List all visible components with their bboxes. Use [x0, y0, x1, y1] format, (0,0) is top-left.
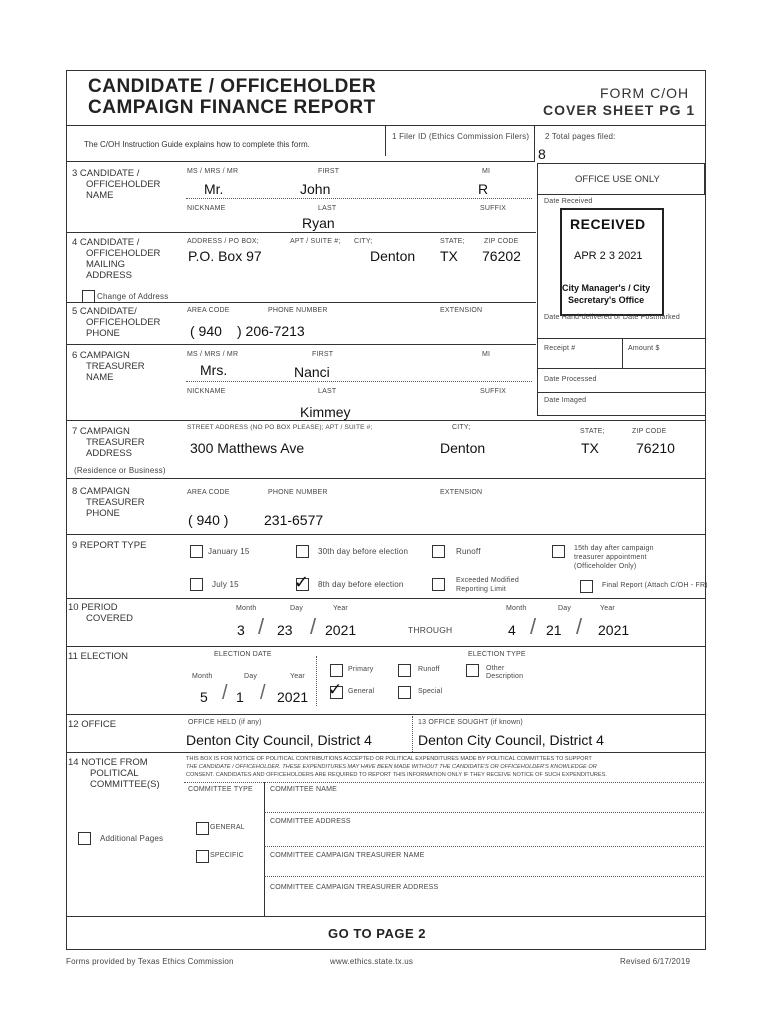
report-type-section-label: 9 REPORT TYPE [72, 540, 147, 551]
candidate-mi-value: R [478, 181, 489, 197]
treasurer-first-col: FIRST [312, 351, 334, 358]
primary-label: Primary [348, 666, 374, 673]
form-title-line1: CANDIDATE / OFFICEHOLDER [88, 76, 377, 97]
section8-top [66, 478, 706, 479]
candidate-phone-col: PHONE NUMBER [268, 307, 328, 314]
stamp-office-line1: City Manager's / City [562, 283, 651, 293]
candidate-address-section-label: 4 CANDIDATE / OFFICEHOLDER MAILING ADDRESS [72, 237, 161, 281]
candidate-last-col: LAST [318, 205, 337, 212]
receipt-amount-divider [622, 338, 623, 368]
committee-name-col: COMMITTEE NAME [270, 786, 337, 793]
to-day-col: Day [558, 605, 572, 612]
general-checkmark: ✓ [328, 680, 343, 699]
office-use-title: OFFICE USE ONLY [575, 174, 660, 185]
jan15-label: January 15 [208, 547, 250, 556]
final-report-checkbox[interactable] [580, 580, 593, 593]
treasurer-nick-col: NICKNAME [187, 388, 226, 395]
section5-top [66, 302, 536, 303]
office-divider-1 [537, 338, 705, 339]
exceeded-label-1: Exceeded Modified [456, 577, 519, 584]
other-label-2: Description [486, 673, 524, 680]
election-year-col: Year [290, 673, 305, 680]
date-received-label: Date Received [544, 198, 593, 205]
special-label: Special [418, 688, 443, 695]
committee-general-checkbox[interactable] [196, 822, 209, 835]
section7-top [66, 420, 706, 421]
candidate-prefix-col: MS / MRS / MR [187, 168, 239, 175]
hand-delivered-label: Date Hand-delivered or Date Postmarked [544, 314, 680, 321]
from-year-value: 2021 [325, 622, 357, 638]
candidate-area-value: ( 940 [190, 323, 222, 339]
jul15-label: July 15 [212, 580, 239, 589]
section14-top [66, 752, 706, 753]
stamp-date-text: APR 2 3 2021 [574, 250, 643, 262]
from-year-col: Year [333, 605, 348, 612]
committee-specific-label: SPECIFIC [210, 852, 244, 859]
treasurer-last-value: Kimmey [300, 404, 351, 420]
election-date-divider [316, 656, 317, 706]
stamp-received-text: RECEIVED [570, 216, 646, 232]
committee-address-col: COMMITTEE ADDRESS [270, 818, 351, 825]
section12-top [66, 714, 706, 715]
runoff-report-checkbox[interactable] [432, 545, 445, 558]
to-day-value: 21 [546, 622, 562, 638]
filer-id-label: 1 Filer ID (Ethics Commission Filers) [392, 132, 530, 141]
election-year-value: 2021 [277, 689, 309, 705]
primary-checkbox[interactable] [330, 664, 343, 677]
treasurer-section-label: 6 CAMPAIGN TREASURER NAME [72, 350, 145, 383]
period-section-label: 10 PERIOD COVERED [68, 602, 133, 624]
election-slash-2: / [260, 682, 266, 704]
from-slash-2: / [310, 614, 317, 639]
treasurer-phone-col: PHONE NUMBER [268, 489, 328, 496]
treasurer-address-section-label: 7 CAMPAIGN TREASURER ADDRESS [72, 426, 145, 459]
runoff-report-label: Runoff [456, 547, 481, 556]
from-month-col: Month [236, 605, 257, 612]
special-election-checkbox[interactable] [398, 686, 411, 699]
treasurer-phone-section-label: 8 CAMPAIGN TREASURER PHONE [72, 486, 145, 519]
section10-top [66, 598, 706, 599]
revised-date: Revised 6/17/2019 [620, 957, 691, 966]
apt-col: APT / SUITE #; [290, 238, 341, 245]
day30-checkbox[interactable] [296, 545, 309, 558]
day15-checkbox[interactable] [552, 545, 565, 558]
from-day-col: Day [290, 605, 304, 612]
office-divider [412, 716, 413, 752]
office-divider-2 [537, 368, 705, 369]
section11-top [66, 646, 706, 647]
change-of-address-label: Change of Address [97, 292, 169, 301]
notice-text-1: THIS BOX IS FOR NOTICE OF POLITICAL CONTRIBUTIONS ACCEPTED OR POLITICAL EXPENDITURES MADE BY POLITICAL COMMITTEES TO SUPPORT [186, 756, 592, 762]
office-sought-col: 13 OFFICE SOUGHT (if known) [418, 719, 523, 726]
treasurer-mi-col: MI [482, 351, 491, 358]
office-sought-value: Denton City Council, District 4 [418, 732, 604, 748]
jul15-checkbox[interactable] [190, 578, 203, 591]
receipt-label: Receipt # [544, 345, 576, 352]
to-year-value: 2021 [598, 622, 630, 638]
treasurer-suffix-col: SUFFIX [480, 388, 507, 395]
committee-type-col: COMMITTEE TYPE [188, 786, 253, 793]
candidate-section-label: 3 CANDIDATE / OFFICEHOLDER NAME [72, 168, 161, 201]
city-col: CITY; [354, 238, 373, 245]
treasurer-last-col: LAST [318, 388, 337, 395]
through-label: THROUGH [408, 625, 453, 635]
treasurer-phone-value: 231-6577 [264, 512, 324, 528]
treasurer-area-value: ( 940 ) [188, 512, 229, 528]
day15-label-1: 15th day after campaign [574, 545, 654, 552]
frame-bottom [66, 949, 706, 950]
provided-by: Forms provided by Texas Ethics Commission [66, 957, 234, 966]
candidate-address-value: P.O. Box 97 [188, 248, 262, 264]
go-to-page-2[interactable]: GO TO PAGE 2 [328, 926, 426, 941]
total-pages-divider [534, 126, 535, 162]
section4-top [66, 232, 536, 233]
day8-checkmark: ✓ [294, 572, 310, 592]
candidate-phone-value: ) 206-7213 [237, 323, 305, 339]
candidate-ext-col: EXTENSION [440, 307, 483, 314]
jan15-checkbox[interactable] [190, 545, 203, 558]
committee-treasurer-name-col: COMMITTEE CAMPAIGN TREASURER NAME [270, 852, 425, 859]
treasurer-city-value: Denton [440, 440, 486, 456]
day30-label: 30th day before election [318, 547, 409, 556]
notice-text-line [184, 782, 704, 783]
treasurer-state-col: STATE; [580, 428, 605, 435]
committee-address-line [264, 846, 704, 847]
candidate-state-value: TX [440, 248, 458, 264]
frame-left [66, 70, 67, 950]
exceeded-checkbox[interactable] [432, 578, 445, 591]
zip-col: ZIP CODE [484, 238, 519, 245]
runoff-election-checkbox[interactable] [398, 664, 411, 677]
election-date-col: ELECTION DATE [214, 651, 272, 658]
other-election-checkbox[interactable] [466, 664, 479, 677]
section9-top [66, 534, 706, 535]
date-imaged-label: Date Imaged [544, 397, 587, 404]
to-month-col: Month [506, 605, 527, 612]
office-divider-3 [537, 392, 705, 393]
office-section-label: 12 OFFICE [68, 719, 117, 730]
general-label: General [348, 688, 375, 695]
state-col: STATE; [440, 238, 465, 245]
election-slash-1: / [222, 682, 228, 704]
treasurer-state-value: TX [581, 440, 599, 456]
candidate-row1-line [186, 198, 532, 199]
treasurer-street-value: 300 Matthews Ave [190, 440, 305, 456]
stamp-office-line2: Secretary's Office [568, 295, 645, 305]
frame-right [705, 70, 706, 950]
amount-label: Amount $ [628, 345, 660, 352]
runoff-election-label: Runoff [418, 666, 440, 673]
total-pages-label: 2 Total pages filed: [545, 132, 616, 141]
to-month-value: 4 [508, 622, 516, 638]
treasurer-first-value: Nanci [294, 364, 330, 380]
treasurer-zip-col: ZIP CODE [632, 428, 667, 435]
treasurer-city-col: CITY; [452, 424, 471, 431]
candidate-city-value: Denton [370, 248, 416, 264]
treasurer-zip-value: 76210 [636, 440, 675, 456]
final-report-label: Final Report (Attach C/OH - FR) [602, 582, 708, 589]
day8-label: 8th day before election [318, 580, 404, 589]
candidate-first-value: John [300, 181, 331, 197]
committee-name-line [264, 812, 704, 813]
notice-section-label: 14 NOTICE FROM POLITICAL COMMITTEE(S) [68, 757, 160, 790]
form-title-line2: CAMPAIGN FINANCE REPORT [88, 97, 376, 118]
committee-treasurer-name-line [264, 876, 704, 877]
instruction-text: The C/OH Instruction Guide explains how to complete this form. [84, 140, 310, 149]
date-processed-label: Date Processed [544, 376, 597, 383]
residence-note: (Residence or Business) [74, 466, 166, 475]
to-year-col: Year [600, 605, 615, 612]
election-day-col: Day [244, 673, 258, 680]
treasurer-row1-line [186, 381, 532, 382]
notice-text-3: CONSENT. CANDIDATES AND OFFICEHOLDERS ARE REQUIRED TO REPORT THIS INFORMATION ONLY IF THEY RECEIVE NOTICE OF SUCH EXPENDITURES. [186, 772, 607, 778]
section3-top [66, 161, 534, 162]
treasurer-prefix-col: MS / MRS / MR [187, 351, 239, 358]
form-name: FORM C/OH [600, 85, 690, 101]
election-month-col: Month [192, 673, 213, 680]
additional-pages-label: Additional Pages [100, 834, 164, 843]
header-divider [66, 125, 706, 126]
election-section-label: 11 ELECTION [68, 651, 129, 662]
candidate-suffix-col: SUFFIX [480, 205, 507, 212]
notice-text-2: THE CANDIDATE / OFFICEHOLDER. THESE EXPENDITURES MAY HAVE BEEN MADE WITHOUT THE CANDIDATE'S OR OFFICEHOLDER'S KNOWLEDGE OR [186, 764, 597, 770]
from-day-value: 23 [277, 622, 293, 638]
from-slash-1: / [258, 614, 265, 639]
to-slash-1: / [530, 614, 537, 639]
section6-top [66, 344, 536, 345]
go-to-top [66, 916, 706, 917]
additional-pages-checkbox[interactable] [78, 832, 91, 845]
other-label-1: Other [486, 665, 505, 672]
from-month-value: 3 [237, 622, 245, 638]
candidate-prefix-value: Mr. [204, 181, 224, 197]
filer-id-divider [385, 126, 386, 156]
office-use-left [537, 193, 538, 415]
day15-label-3: (Officeholder Only) [574, 563, 637, 570]
total-pages-value: 8 [538, 146, 546, 162]
frame-top [66, 70, 706, 71]
candidate-nick-col: NICKNAME [187, 205, 226, 212]
candidate-mi-col: MI [482, 168, 491, 175]
election-type-col: ELECTION TYPE [468, 651, 526, 658]
office-held-col: OFFICE HELD (if any) [188, 719, 262, 726]
address-col: ADDRESS / PO BOX; [187, 238, 259, 245]
committee-type-divider [264, 782, 265, 916]
exceeded-label-2: Reporting Limit [456, 586, 507, 593]
office-use-bottom [537, 415, 705, 416]
candidate-phone-section-label: 5 CANDIDATE/ OFFICEHOLDER PHONE [72, 306, 161, 339]
candidate-last-value: Ryan [302, 215, 335, 231]
treasurer-area-col: AREA CODE [187, 489, 230, 496]
treasurer-prefix-value: Mrs. [200, 362, 228, 378]
election-day-value: 1 [236, 689, 244, 705]
office-held-value: Denton City Council, District 4 [186, 732, 372, 748]
day15-label-2: treasurer appointment [574, 554, 647, 561]
form-subtitle: COVER SHEET PG 1 [543, 102, 696, 118]
candidate-area-col: AREA CODE [187, 307, 230, 314]
committee-specific-checkbox[interactable] [196, 850, 209, 863]
candidate-first-col: FIRST [318, 168, 340, 175]
candidate-zip-value: 76202 [482, 248, 521, 264]
treasurer-ext-col: EXTENSION [440, 489, 483, 496]
treasurer-street-col: STREET ADDRESS (NO PO BOX PLEASE); APT / SUITE #; [187, 424, 373, 431]
committee-general-label: GENERAL [210, 824, 245, 831]
election-month-value: 5 [200, 689, 208, 705]
website-link[interactable]: www.ethics.state.tx.us [330, 957, 414, 966]
to-slash-2: / [576, 614, 583, 639]
committee-treasurer-address-col: COMMITTEE CAMPAIGN TREASURER ADDRESS [270, 884, 439, 891]
